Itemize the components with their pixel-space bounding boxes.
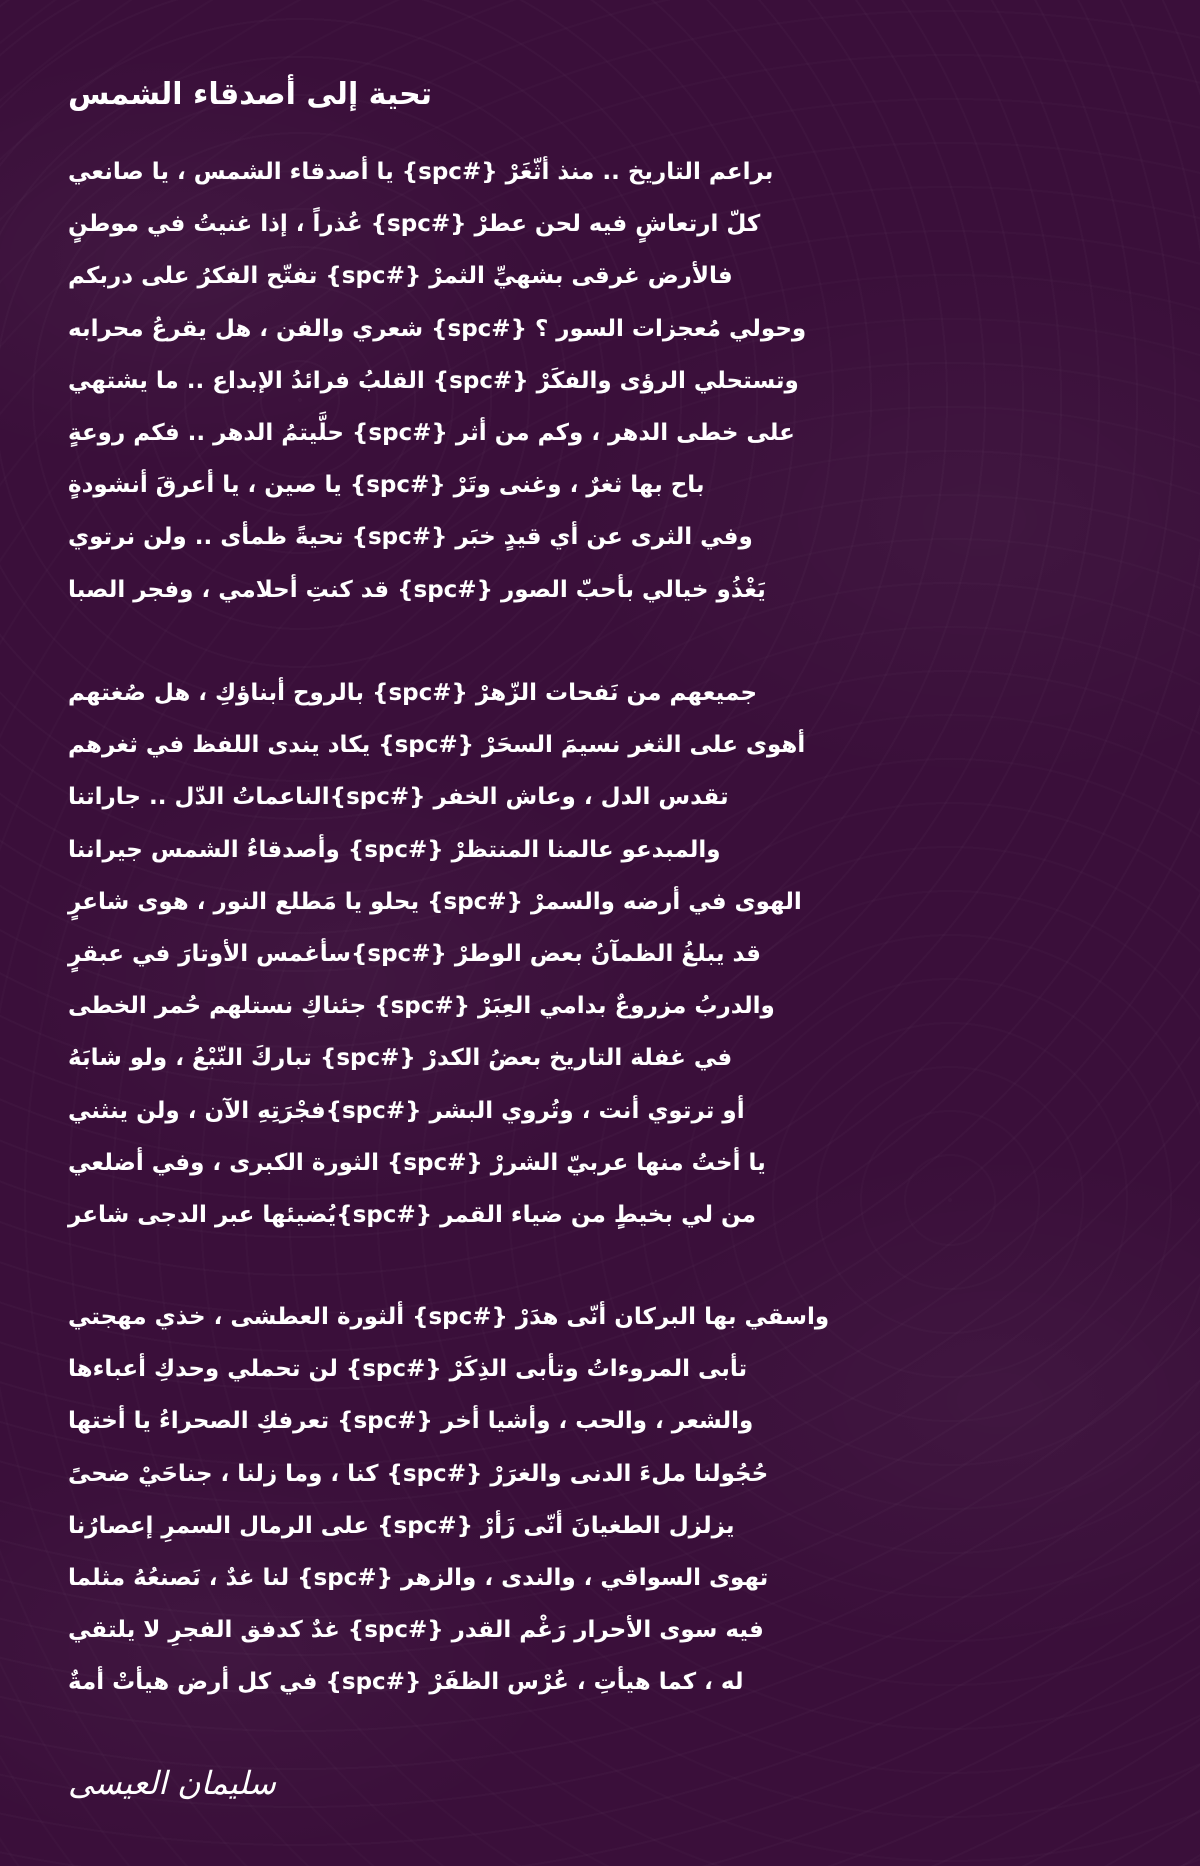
verse-line: على خطى الدهر ، وكم من أثر {#spc} حلَّيتمُ الدهر .. فكم روعةٍ [68, 419, 795, 446]
verse-line: الهوى في أرضه والسمرْ {#spc} يحلو يا مَطلع النور ، هوى شاعرٍ [68, 888, 802, 915]
verse-line: في غفلة التاريخ بعضُ الكدرْ {#spc} تباركَ النّبْعُ ، ولو شابَهُ [68, 1045, 733, 1072]
verse-line: يزلزل الطغيانَ أنّى زَأرْ {#spc} على الرمال السمرِ إعصارُنا [68, 1512, 735, 1539]
verse-line: وفي الثرى عن أي قيدٍ خبَر {#spc} تحيةً ظمأى .. ولن نرتوي [68, 524, 753, 551]
title-container [68, 50, 432, 113]
verse-line: والشعر ، والحب ، وأشيا أخر {#spc} تعرفكِ الصحراءُ يا أختها [68, 1408, 754, 1435]
verse-line: واسقي بها البركان أنّى هدَرْ {#spc} ألثورة العطشى ، خذي مهجتي [68, 1304, 830, 1330]
verse-line: حُجُولنا ملءَ الدنى والغرَرْ {#spc} كنا ، وما زلنا ، جناحَيْ ضحىً [68, 1460, 769, 1487]
verse-line: تهوى السواقي ، والندى ، والزهر {#spc} لنا غدٌ ، نَصنعُهُ مثلما [68, 1564, 769, 1591]
verse-line: جميعهم من نَفحات الزّهرْ {#spc} بالروح أبناؤكِ ، هل صُغتهم [68, 680, 758, 706]
stanza-1 [68, 146, 1068, 616]
verse-line: أهوى على الثغر نسيمَ السحَرْ {#spc} يكاد يندى اللفظ في ثغرهم [68, 732, 806, 759]
verse-line: يا أختُ منها عربيّ الشررْ {#spc} الثورة الكبرى ، وفي أضلعي [68, 1149, 766, 1176]
verse-line: والمبدعو عالمنا المنتظرْ {#spc} وأصدقاءُ الشمس جيراننا [68, 836, 721, 863]
verse-line: من لي بخيطٍ من ضياء القمر {#spc}يُضيئها عبر الدجى شاعر [68, 1201, 756, 1228]
verse-line: تأبى المروءاتُ وتأبى الذِكَرْ {#spc} لن تحملي وحدكِ أعباءها [68, 1356, 748, 1383]
verse-line: قد يبلغُ الظمآنُ بعض الوطرْ {#spc}سأغمس الأوتارَ في عبقرٍ [68, 940, 761, 967]
verse-line: براعم التاريخ .. منذ أثّغَرْ {#spc} يا أصدقاء الشمس ، يا صانعي [68, 159, 774, 185]
verse-line: تقدس الدل ، وعاش الخفر {#spc}الناعماتُ الدّل .. جاراتنا [68, 784, 729, 811]
verse-line: باح بها ثغرٌ ، وغنى وتَرْ {#spc} يا صين ، يا أعرقَ أنشودةٍ [68, 472, 705, 499]
verse-line: وتستحلي الرؤى والفكَرْ {#spc} القلبُ فرائدُ الإبداع .. ما يشتهي [68, 367, 799, 394]
poem-title: تحية إلى أصدقاء الشمس [68, 77, 432, 113]
verse-line: وحولي مُعجزات السور ؟ {#spc} شعري والفن ، هل يقرعُ محرابه [68, 315, 807, 342]
author-signature: سليمان العيسى [68, 1764, 276, 1802]
verse-line: والدربُ مزروعٌ بدامي العِبَرْ {#spc} جئناكِ نستلهم حُمر الخطى [68, 993, 775, 1020]
verse-line: أو ترتوي أنت ، وتُروي البشر {#spc}فجْرَتِهِ الآن ، ولن ينثني [68, 1097, 745, 1124]
verse-line: يَغْذُو خيالي بأحبّ الصور {#spc} قد كنتِ أحلامي ، وفجر الصبا [68, 576, 766, 603]
verse-line: كلّ ارتعاشٍ فيه لحن عطرْ {#spc} عُذراً ، إذا غنيتُ في موطنٍ [68, 211, 761, 238]
stanza-3 [68, 1291, 1068, 1709]
verse-line: له ، كما هيأتِ ، عُرْس الظفَرْ {#spc} في كل أرض هيأتْ أمةٌ [68, 1669, 744, 1696]
verse-line: فيه سوى الأحرار رَغْم القدر {#spc} غدٌ كدفق الفجرِ لا يلتقي [68, 1617, 764, 1644]
stanza-2 [68, 667, 1068, 1241]
verse-line: فالأرض غرقى بشهيِّ الثمرْ {#spc} تفتّح الفكرُ على دربكم [68, 263, 733, 290]
